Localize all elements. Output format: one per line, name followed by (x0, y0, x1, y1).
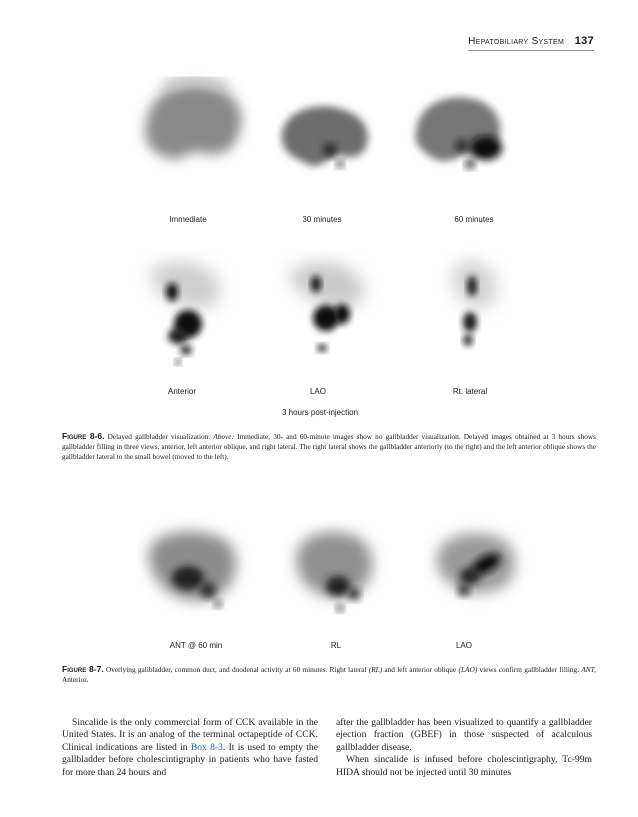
body-column-left (62, 717, 318, 779)
scan-rt-lateral (424, 240, 524, 370)
label-rl: RL (330, 641, 342, 650)
figure-8-6-text: Immediate, 30- and 60-minute images show no gallbladder visualization. Delayed images obtained at 3 hours shows gallbladder filling in three views, anterior, left anterior oblique, and right lateral. The right lateral shows the gallbladder anteriorly (to the right) and the left anterior oblique shows the gallbladder lateral to the small bowel (moved to the left). (62, 432, 596, 461)
figure-8-7-text-3: views confirm gallbladder filling. (479, 665, 580, 674)
figure-8-6-above: Above: (213, 432, 234, 441)
figure-8-6-caption (62, 431, 596, 462)
label-ant-60-min: ANT @ 60 min (169, 641, 223, 650)
figure-8-7-text-1: Overlying gallbladder, common duct, and duodenal activity at 60 minutes. Right lateral (106, 665, 367, 674)
scan-immediate (128, 68, 258, 208)
scan-rl (280, 520, 392, 638)
section-title: Hepatobiliary System (468, 36, 565, 47)
header-rule (468, 50, 594, 51)
scan-lao-2 (424, 518, 532, 636)
scan-lao (270, 244, 382, 374)
figure-8-7-caption (62, 664, 596, 685)
page-number: 137 (574, 35, 594, 47)
body-paragraph-infusion: When sincalide is infused before cholescintigraphy, Tc-99m HIDA should not be injected until 30 minutes (336, 754, 592, 778)
scan-60-minutes (404, 76, 516, 208)
scan-anterior (128, 240, 240, 380)
figure-8-7-text-4: Anterior. (62, 675, 89, 684)
label-30-minutes: 30 minutes (302, 215, 342, 224)
figure-8-7-ant: ANT, (581, 665, 597, 674)
label-lao: LAO (309, 387, 326, 396)
running-header (468, 35, 594, 47)
figure-8-7-text-2: and left anterior oblique (384, 665, 457, 674)
figure-8-7-label: Figure 8-7. (62, 664, 104, 674)
label-lao-2: LAO (455, 641, 472, 650)
body-paragraph-sincalide (62, 717, 318, 779)
box-8-3-link[interactable]: Box 8-3 (190, 741, 223, 753)
figure-8-6-title: Delayed gallbladder visualization. (107, 432, 211, 441)
label-rt-lateral: Rt. lateral (452, 387, 488, 396)
body-column-right (336, 717, 592, 779)
body-left-part2: . It is used to empty the gallbladder before cholescintigraphy in patients who have fasted for more than 24 hours and (62, 741, 318, 778)
figure-8-7-rl: (RL) (368, 665, 383, 674)
scan-30-minutes (268, 92, 380, 202)
body-paragraph-gbef: after the gallbladder has been visualized to quantify a gallbladder ejection fraction (GBEF) in those suspected of acalculous gallbladder disease. (336, 717, 592, 753)
figure-8-6-label: Figure 8-6. (62, 431, 105, 441)
label-60-minutes: 60 minutes (454, 215, 494, 224)
body-left-part1: Sincalide is the only commercial form of CCK available in the United States. It is an analog of the terminal octapeptide of CCK. Clinical indications are listed in (62, 717, 318, 753)
scan-ant-60-min (138, 518, 256, 638)
label-immediate: Immediate (169, 215, 207, 224)
label-anterior: Anterior (167, 387, 196, 396)
label-3-hours-post-injection: 3 hours post-injection (281, 408, 359, 417)
figure-8-7-lao: (LAO) (458, 665, 478, 674)
